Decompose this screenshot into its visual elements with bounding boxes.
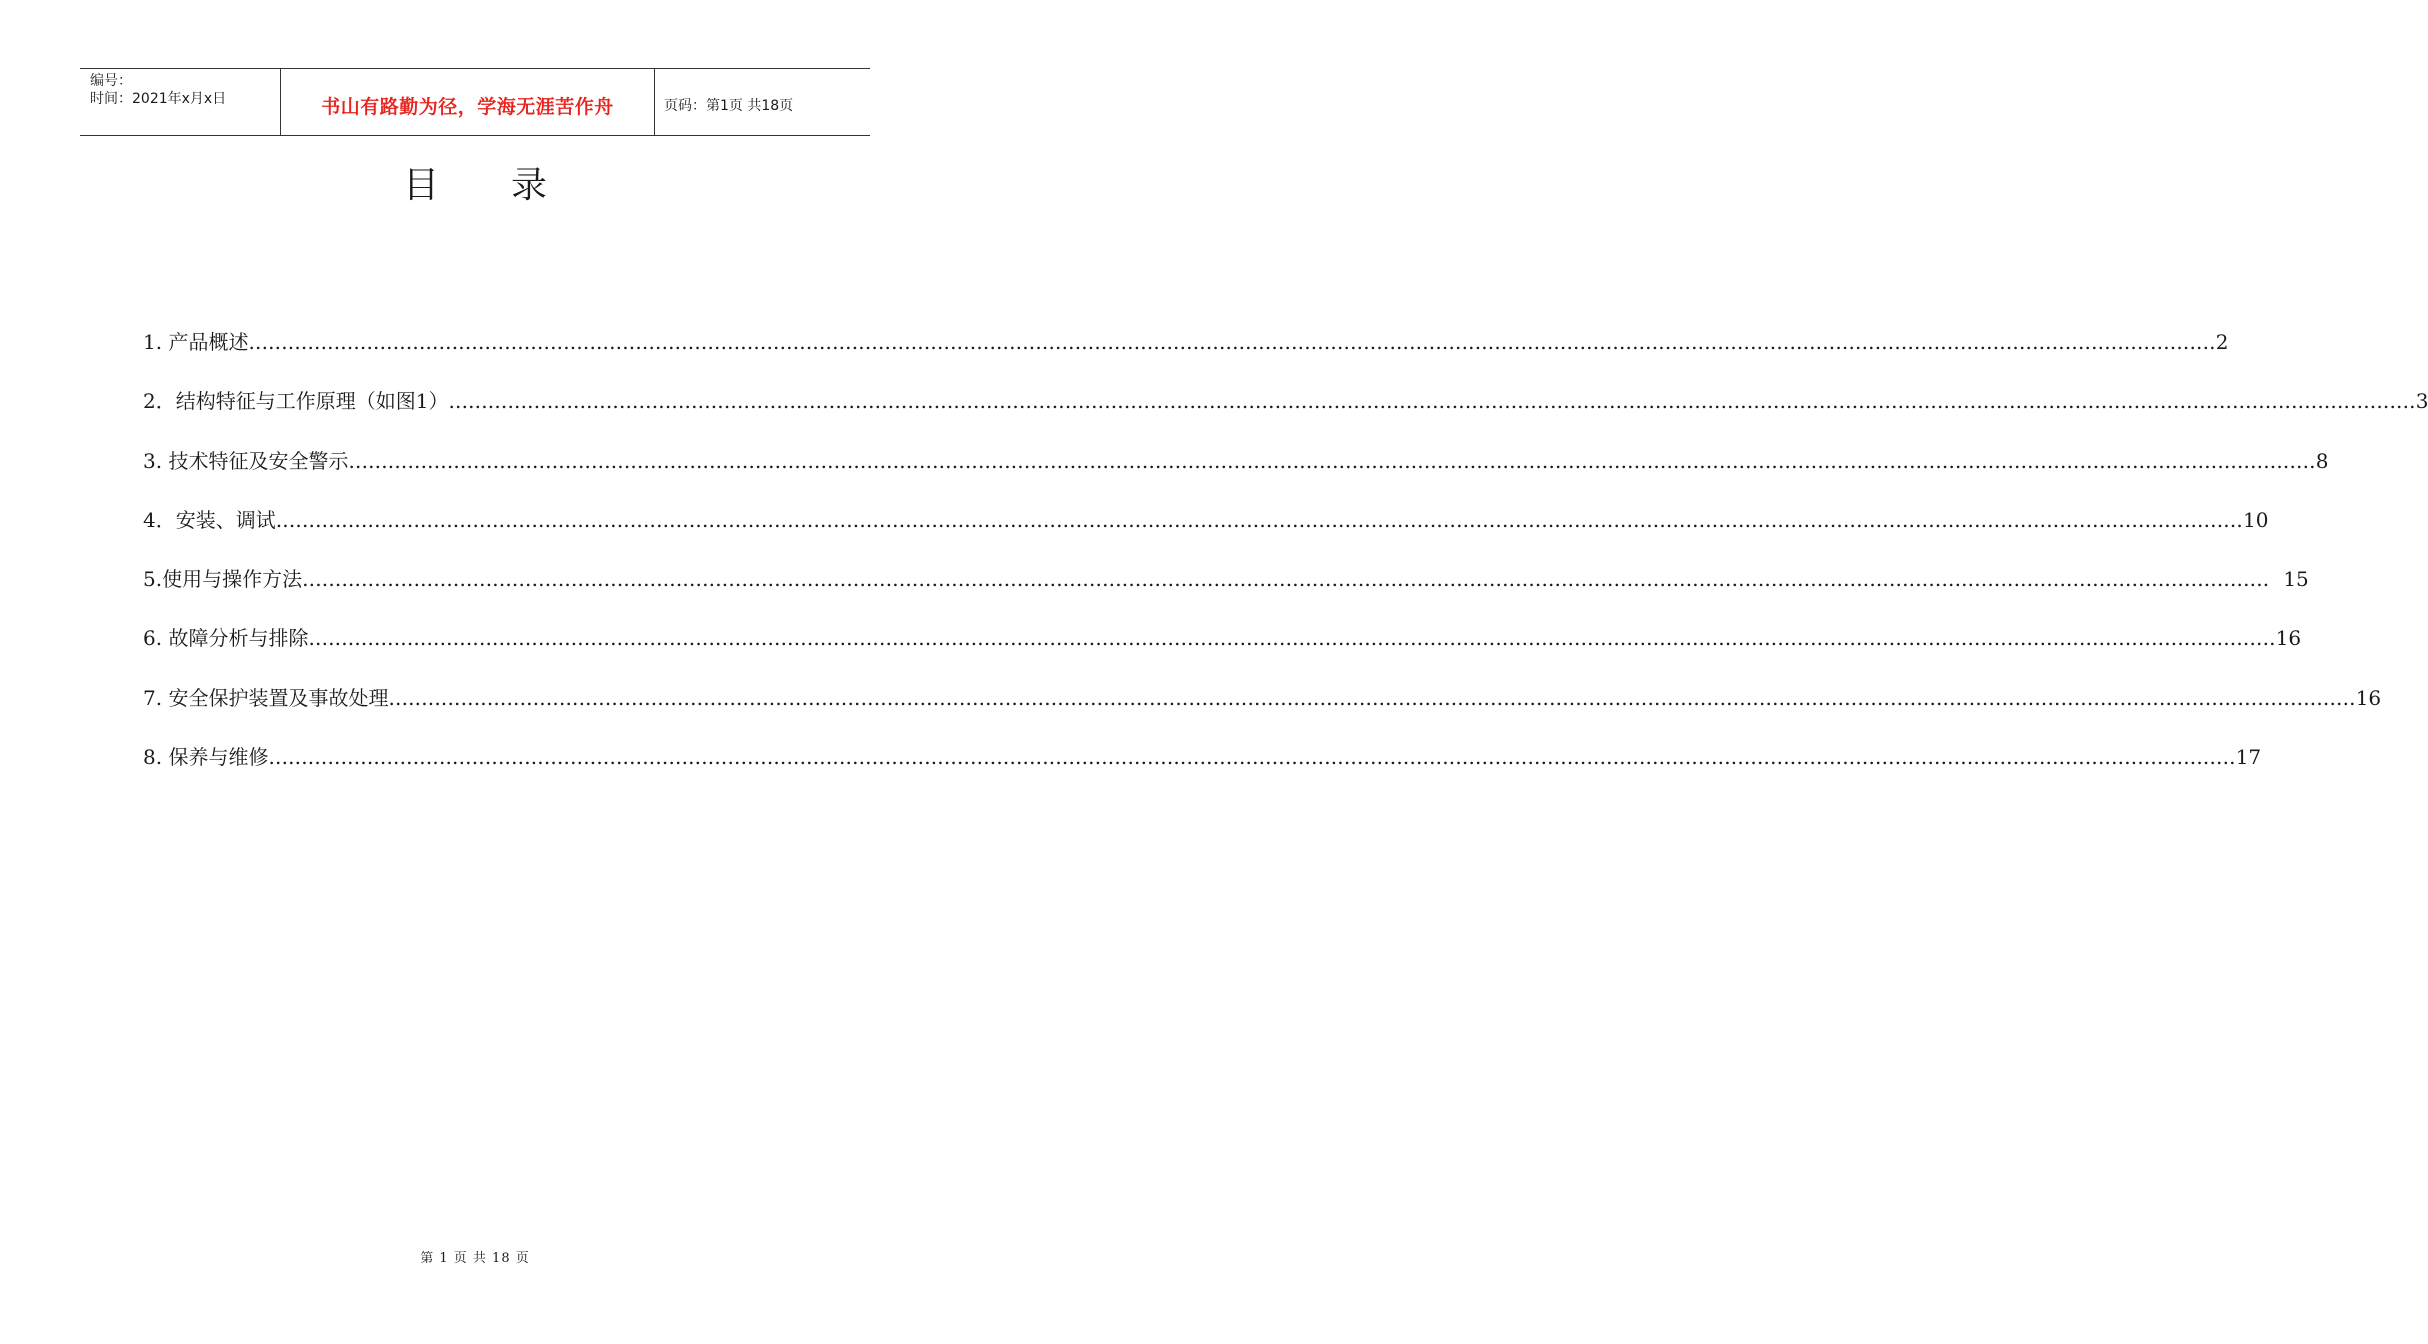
toc-entry[interactable] (143, 327, 2229, 386)
toc-entry[interactable] (143, 623, 2302, 682)
header-meta-cell (80, 69, 281, 135)
toc-entry-page: 3 (2415, 389, 2428, 414)
header-motto-cell (281, 69, 655, 135)
toc-entry-title: 4．安装、调试 (143, 507, 276, 532)
toc-entry-title: 8. 保养与维修 (143, 745, 269, 770)
toc-entry[interactable] (143, 683, 2382, 742)
toc-entry-title (143, 446, 348, 476)
motto-text: 书山有路勤为径，学海无涯苦作舟 (321, 95, 614, 118)
toc-entry-page: 17 (2235, 745, 2262, 770)
page-title: 目录 (402, 165, 619, 206)
toc-leader-dots: ............................................................................................................................................................................................................................................................................................................ (308, 626, 2276, 651)
document-header (80, 68, 870, 136)
toc-entry-title-prefix: 3. 技术特征及 (143, 448, 269, 473)
toc-entry-page: 2 (2215, 330, 2229, 354)
header-page-info: 页码：第1页 共18页 (664, 98, 794, 114)
toc-leader-dots: ............................................................................................................................................................................................................................................................................................................ (388, 685, 2356, 710)
toc-entry-page: 8 (2315, 448, 2329, 473)
toc-entry[interactable] (143, 564, 2309, 623)
toc-entry-title: 1. 产品概述 (143, 330, 249, 354)
toc-entry[interactable] (143, 446, 2329, 505)
table-of-contents (143, 327, 2428, 801)
toc-entry-title: 5.使用与操作方法 (143, 567, 303, 592)
toc-leader-dots: ............................................................................................................................................................................................................................................................................................................ (275, 507, 2243, 532)
toc-entry-title: 6. 故障分析与排除 (143, 626, 309, 651)
toc-entry-page: 15 (2283, 567, 2309, 592)
toc-entry-page: 16 (2275, 626, 2302, 651)
toc-entry-title: 7. 安全保护装置及事故处理 (143, 685, 389, 710)
toc-entry[interactable] (143, 742, 2262, 801)
toc-entry-title-suffix: 安全警示 (268, 448, 349, 473)
toc-entry[interactable] (143, 505, 2269, 564)
header-page-cell (655, 69, 870, 135)
date-label: 时间：2021年x月x日 (90, 91, 227, 107)
toc-entry-page: 16 (2355, 685, 2382, 710)
serial-number-label: 编号： (90, 73, 132, 89)
toc-leader-dots: ............................................................................................................................................................................................................................................................................................................ (448, 389, 2416, 414)
toc-entry[interactable] (143, 386, 2428, 445)
toc-leader-dots: ............................................................................................................................................................................................................................................................................................................ (348, 448, 2316, 473)
toc-entry-title: 2．结构特征与工作原理（如图1） (143, 389, 449, 414)
toc-leader-dots: ............................................................................................................................................................................................................................................................................................................ (268, 745, 2236, 770)
page-footer: 第 1 页 共 18 页 (420, 1251, 530, 1266)
toc-leader-dots: ............................................................................................................................................................................................................................................................................................................ (302, 567, 2270, 592)
toc-entry-page: 10 (2242, 507, 2269, 532)
toc-leader-dots: ............................................................................................................................................................................................................................................................................................................ (248, 330, 2216, 354)
